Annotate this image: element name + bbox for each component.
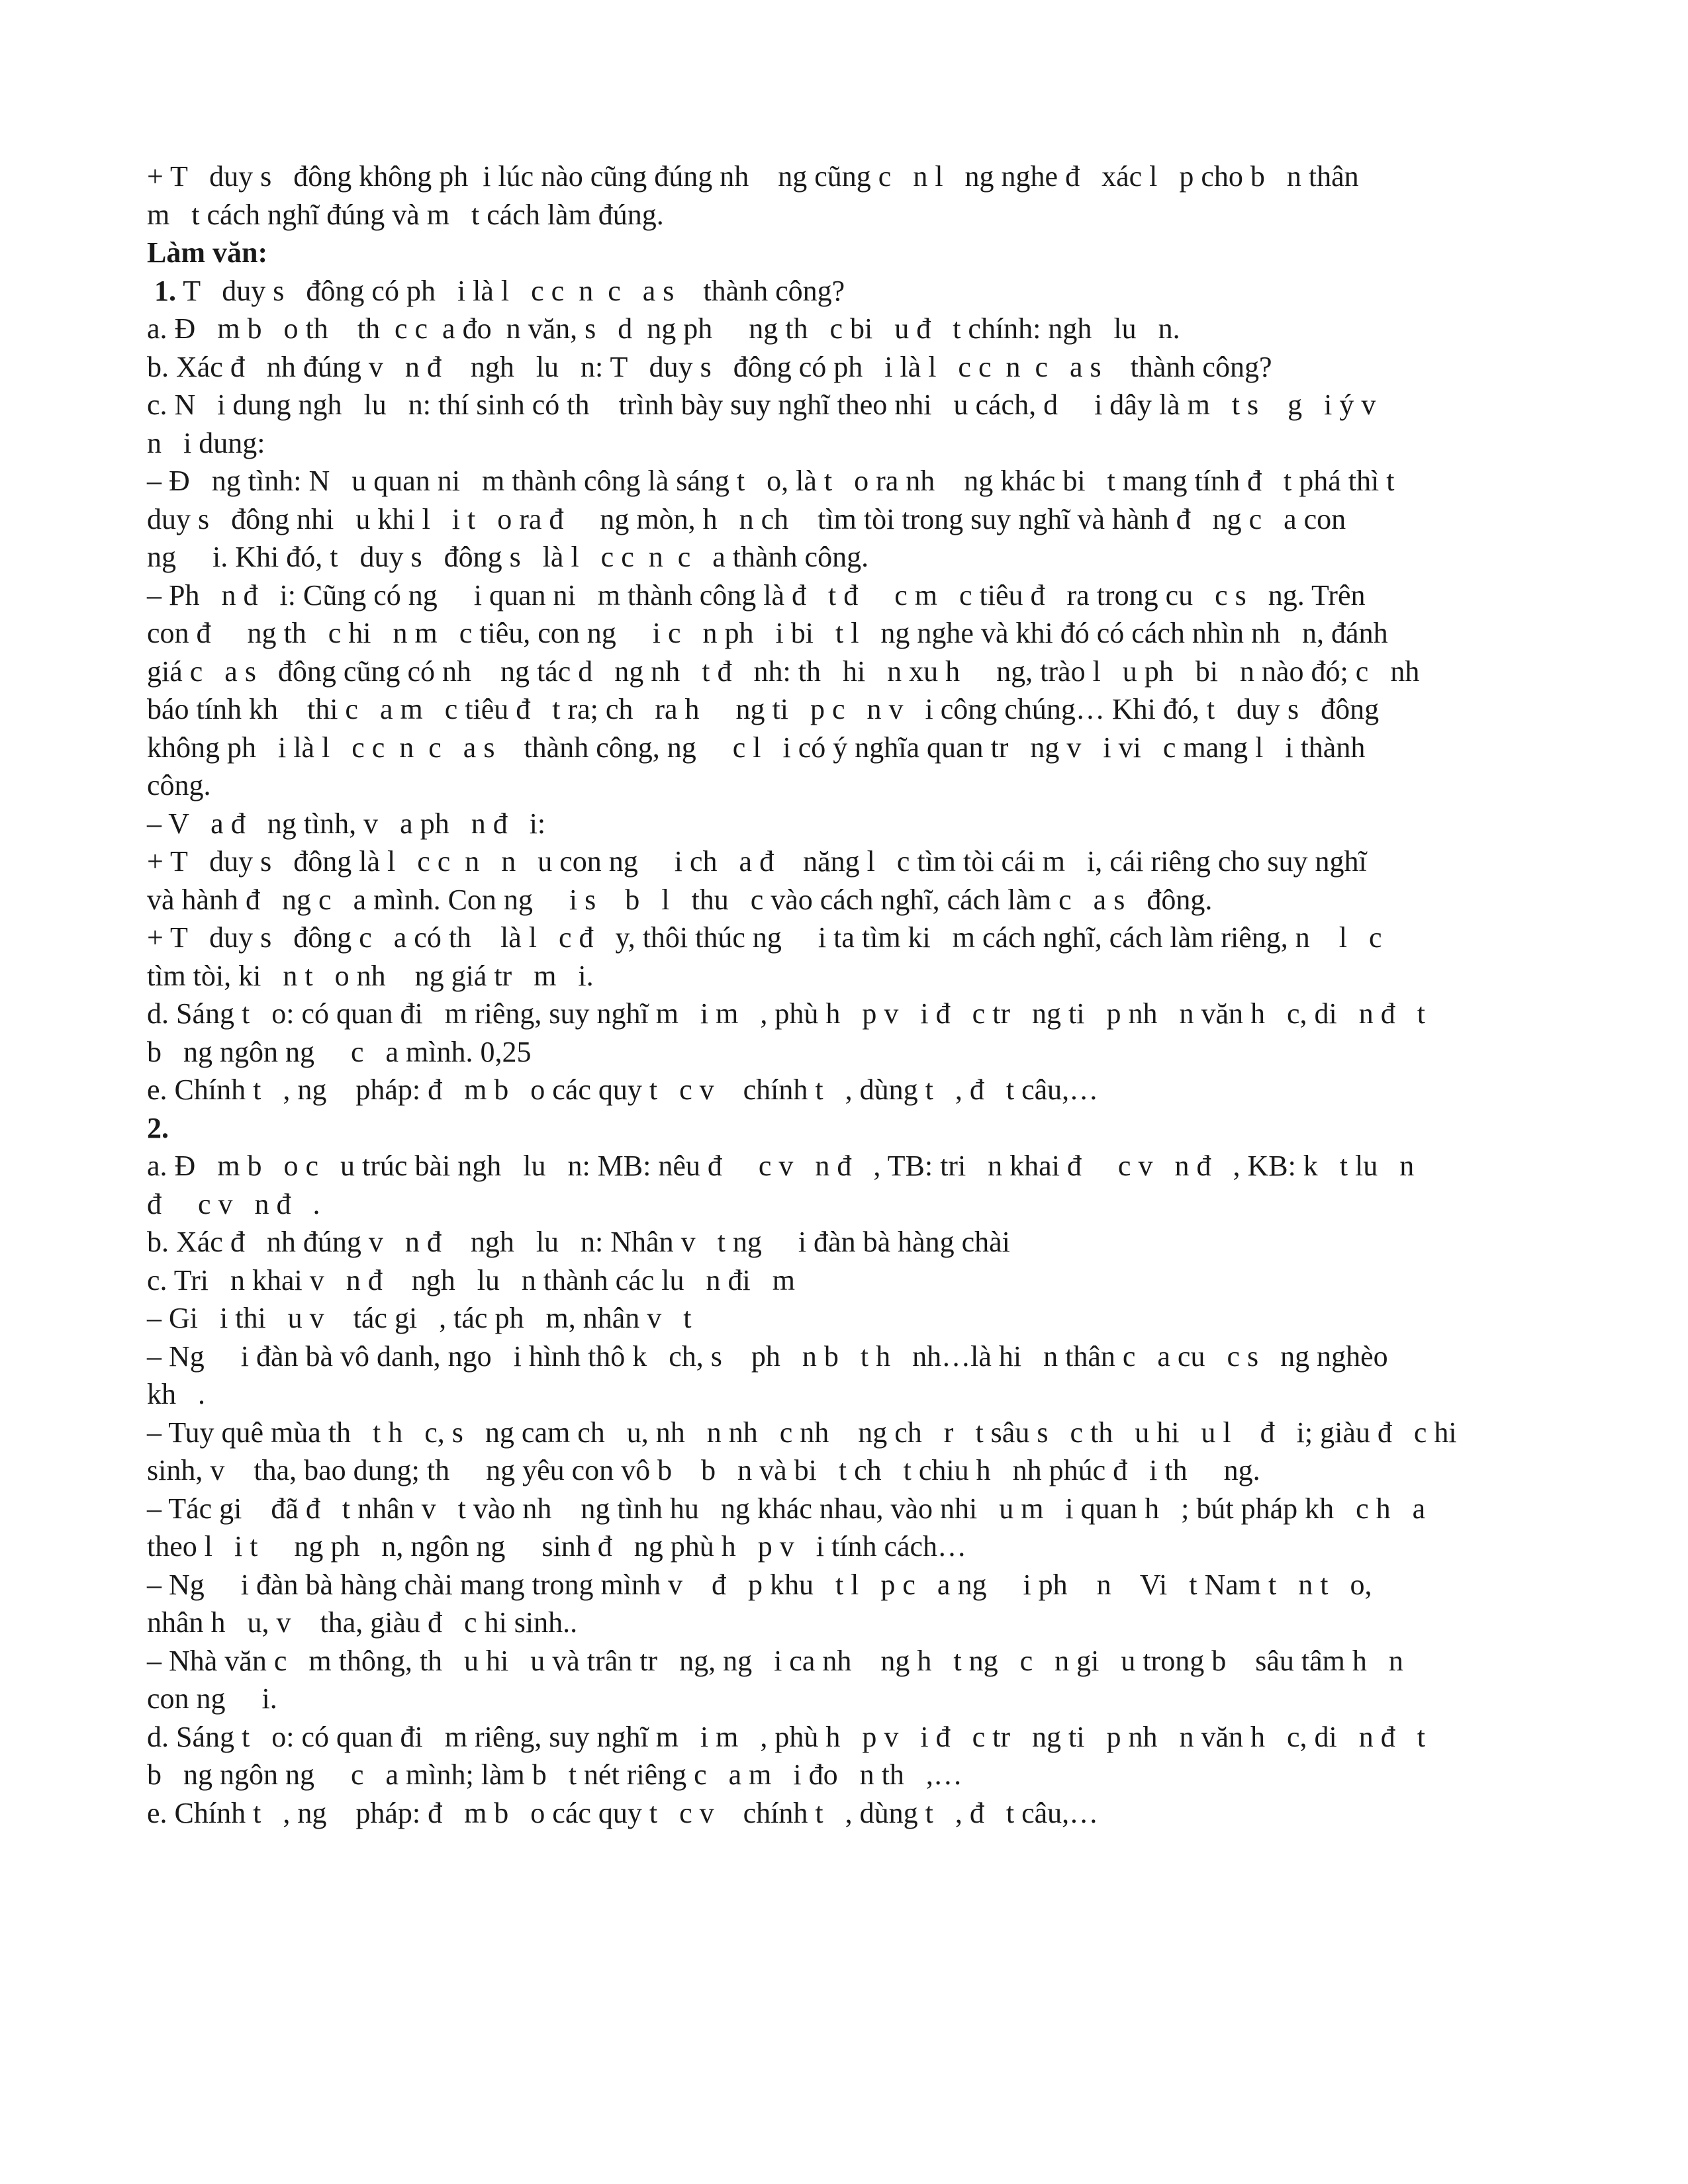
text-line: e. Chính t , ng pháp: đ m b o các quy t c v chính t , dùng t , đ t câu,… [147,1073,1099,1106]
text-line: – Tuy quê mùa th t h c, s ng cam ch u, nh n nh c nh ng ch r t sâu s c th u hi u l đ i; giàu đ c hi [147,1416,1457,1449]
text-line: đ c v n đ . [147,1187,320,1220]
text-line: c. Tri n khai v n đ ngh lu n thành các lu n đi m [147,1263,795,1297]
document-body [147,158,1524,1832]
text-line: + T duy s đông không ph i lúc nào cũng đúng nh ng cũng c n l ng nghe đ xác l p cho b n thân [147,160,1359,193]
text-line: không ph i là l c c n c a s thành công, ng c l i có ý nghĩa quan tr ng v i vi c mang l i thành [147,731,1366,764]
text-line: – Ng i đàn bà hàng chài mang trong mình v đ p khu t l p c a ng i ph n Vi t Nam t n t o, [147,1568,1372,1601]
text-line: b ng ngôn ng c a mình; làm b t nét riêng c a m i đo n th ,… [147,1758,962,1791]
text-line: nhân h u, v tha, giàu đ c hi sinh.. [147,1606,578,1639]
text-line: – Gi i thi u v tác gi , tác ph m, nhân v t [147,1302,692,1334]
text-line: kh . [147,1378,205,1410]
text-line: báo tính kh thi c a m c tiêu đ t ra; ch ra h ng ti p c n v i công chúng… Khi đó, t duy s đông [147,693,1380,725]
text-line: + T duy s đông là l c c n n u con ng i ch a đ năng l c tìm tòi cái m i, cái riêng cho suy nghĩ [147,845,1367,878]
text-line: e. Chính t , ng pháp: đ m b o các quy t c v chính t , dùng t , đ t câu,… [147,1796,1099,1829]
text-line: giá c a s đông cũng có nh ng tác d ng nh t đ nh: th hi n xu h ng, trào l u ph bi n nào đó; c nh [147,655,1420,688]
text-line: công. [147,769,211,801]
text-line: b ng ngôn ng c a mình. 0,25 [147,1035,532,1068]
section-heading: T duy s đông có ph i là l c c n c a s thành công? [176,274,845,307]
text-line: c. N i dung ngh lu n: thí sinh có th trình bày suy nghĩ theo nhi u cách, d i dây là m t s g i ý v [147,388,1376,421]
text-line: – Tác gi đã đ t nhân v t vào nh ng tình hu ng khác nhau, vào nhi u m i quan h ; bút pháp kh c h a [147,1492,1426,1525]
text-line: n i dung: [147,426,265,459]
text-line: m t cách nghĩ đúng và m t cách làm đúng. [147,198,664,231]
text-line: – Đ ng tình: N u quan ni m thành công là sáng t o, là t o ra nh ng khác bi t mang tính đ t phá thì t [147,465,1395,497]
text-line: con đ ng th c hi n m c tiêu, con ng i c n ph i bi t l ng nghe và khi đó có cách nhìn nh n, đánh [147,617,1388,649]
text-line: ng i. Khi đó, t duy s đông s là l c c n c a thành công. [147,541,869,573]
text-line: duy s đông nhi u khi l i t o ra đ ng mòn, h n ch tìm tòi trong suy nghĩ và hành đ ng c a con [147,502,1346,535]
text-line: d. Sáng t o: có quan đi m riêng, suy nghĩ m i m , phù h p v i đ c tr ng ti p nh n văn h c, di n đ t [147,1720,1425,1753]
text-line: + T duy s đông c a có th là l c đ y, thôi thúc ng i ta tìm ki m cách nghĩ, cách làm riêng, n l c [147,921,1382,954]
text-line: – Ng i đàn bà vô danh, ngo i hình thô k ch, s ph n b t h nh…là hi n thân c a cu c s ng nghèo [147,1340,1388,1373]
text-line: 2. [147,1111,169,1144]
text-line: tìm tòi, ki n t o nh ng giá tr m i. [147,959,594,992]
text-line: b. Xác đ nh đúng v n đ ngh lu n: Nhân v t ng i đàn bà hàng chài [147,1226,1010,1258]
text-line: Làm văn: [147,236,268,269]
text-line: d. Sáng t o: có quan đi m riêng, suy nghĩ m i m , phù h p v i đ c tr ng ti p nh n văn h c, di n đ t [147,997,1425,1030]
text-line: – V a đ ng tình, v a ph n đ i: [147,807,546,840]
text-line: a. Đ m b o th th c c a đo n văn, s d ng ph ng th c bi u đ t chính: ngh lu n. [147,312,1180,345]
text-line: sinh, v tha, bao dung; th ng yêu con vô b b n và bi t ch t chiu h nh phúc đ i th ng. [147,1454,1260,1486]
section-number: 1. [147,274,176,307]
text-line [147,272,1524,310]
text-line: a. Đ m b o c u trúc bài ngh lu n: MB: nêu đ c v n đ , TB: tri n khai đ c v n đ , KB: k t lu n [147,1150,1415,1182]
text-line: b. Xác đ nh đúng v n đ ngh lu n: T duy s đông có ph i là l c c n c a s thành công? [147,350,1272,383]
text-line: theo l i t ng ph n, ngôn ng sinh đ ng phù h p v i tính cách… [147,1530,967,1563]
text-line: – Ph n đ i: Cũng có ng i quan ni m thành công là đ t đ c m c tiêu đ ra trong cu c s ng. Trên [147,578,1366,612]
text-line: con ng i. [147,1682,277,1715]
text-line: – Nhà văn c m thông, th u hi u và trân tr ng, ng i ca nh ng h t ng c n gi u trong b sâu tâm h n [147,1644,1403,1677]
text-line: và hành đ ng c a mình. Con ng i s b l thu c vào cách nghĩ, cách làm c a s đông. [147,883,1213,916]
